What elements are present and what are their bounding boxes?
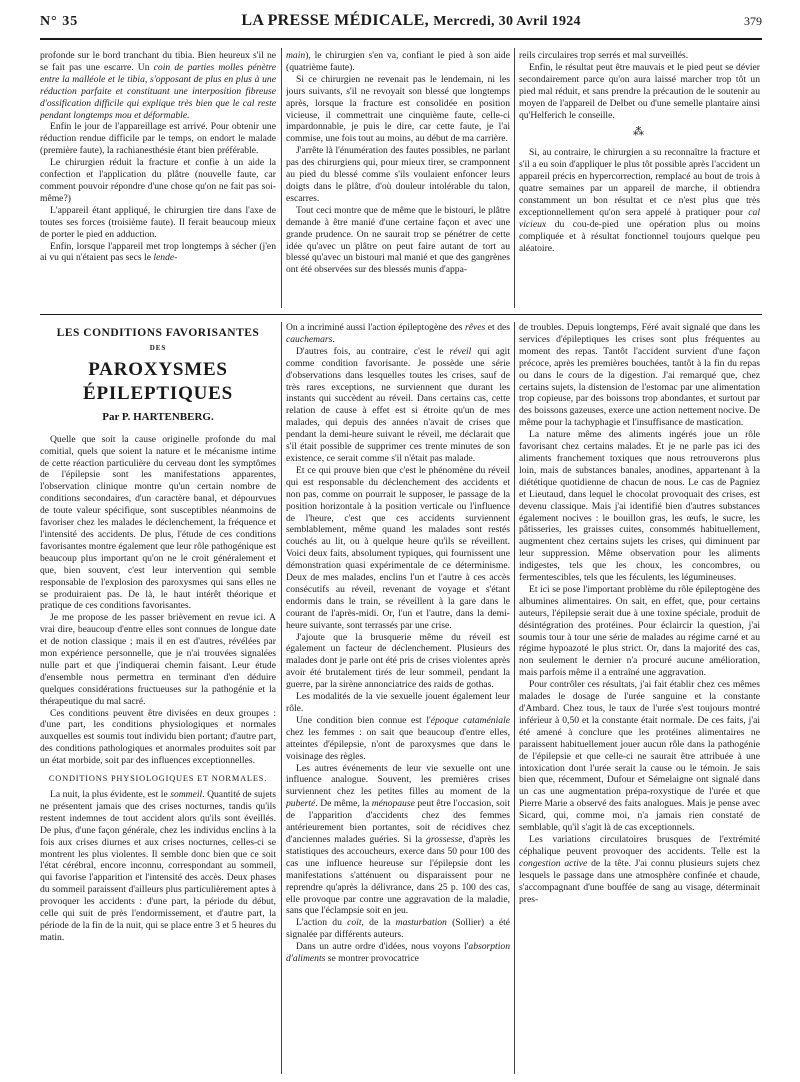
journal-name: LA PRESSE MÉDICALE,: [241, 12, 429, 29]
italic-text: cal vicieux: [519, 206, 760, 230]
paragraph: J'arrête là l'énumération des fautes possibles, ne parlant pas des chirurgiens qui, pour mieux tirer, se cramponnent au pied du blessé comme s'ils voulaient enfoncer leurs doigts dans le plâtre, d'où douleur intolérable du talon, escarres.: [286, 145, 510, 204]
header-rule: [40, 38, 762, 40]
paragraph: main), le chirurgien s'en va, confiant le pied à son aide (quatrième faute).: [286, 50, 510, 73]
page-number: 379: [744, 14, 762, 28]
paragraph: reils circulaires trop serrés et mal surveillés.: [519, 50, 689, 61]
italic-text: rêves: [465, 322, 486, 333]
column-divider: [281, 48, 282, 308]
paragraph: Le chirurgien réduit la fracture et confie à un aide la confection et l'application du plâtre (nouvelle faute, car comment pouvoir répondre d'une chose qu'on ne fait pas soi-même?): [40, 157, 276, 204]
italic-text: main: [286, 50, 306, 61]
paragraph: L'action du coït, de la masturbation (Sollier) a été signalée par différents auteurs.: [286, 917, 510, 941]
column-divider: [514, 48, 515, 308]
paragraph: Enfin, lorsque l'appareil met trop longtemps à sécher (j'en ai vu qui n'étaient pas secs le lende-: [40, 240, 276, 264]
issue-date: Mercredi, 30 Avril 1924: [433, 14, 581, 29]
italic-text: coït: [347, 917, 362, 929]
article-super-title: LES CONDITIONS FAVORISANTES: [56, 327, 260, 339]
italic-text: congestion active: [519, 857, 588, 869]
article-title-des: DES: [149, 343, 167, 352]
paragraph: L'appareil étant appliqué, le chirurgien tire dans l'axe de toutes ses forces (troisième faute). Il ferait beaucoup mieux de porter le pied en adduction.: [40, 204, 276, 240]
article-author: Par P. HARTENBERG.: [102, 410, 214, 423]
paragraph: Les variations circulatoires brusques de l'extrémité céphalique peuvent provoquer des accidents. Telle est la congestion active de la tête. J'ai connu plusieurs sujets chez lesquels le passage dans une atmosphère confinée et chaude, s'accompagnant d'une bouffée de sang au visage, déterminait pres-: [519, 833, 760, 905]
top-column-2: [286, 50, 510, 308]
italic-text: cauchemars: [286, 333, 333, 345]
italic-text: époque cataméniale: [430, 714, 510, 726]
article-section-text: [40, 789, 276, 944]
page-header: [40, 12, 762, 34]
paragraph: Et ce qui prouve bien que c'est le phénomène du réveil qui est responsable du déclenchement des accidents et non pas, comme on pourrait le supposer, le passage de la position horizontale à la position verticale ou l'influence de l'heure, c'est que ces accidents surviennent semblablement, même quand les malades sont restés couchés au lit, ou à quelque heure qu'ils se réveillent. Voici deux faits, absolument typiques, qui fournissent une démonstration quasi expérimentale de ce déterminisme. Deux de mes malades, enclins l'un et l'autre à ces accès consécutifs au réveil, revenant de voyage et s'étant endormis dans le train, se réveillent à la gare dans le courant de l'après-midi. Or, l'un et l'autre, dans la demi-heure suivante, sont terrassés par une crise.: [286, 464, 510, 631]
italic-text: puberté: [286, 798, 316, 810]
paragraph: D'autres fois, au contraire, c'est le réveil qui agit comme condition favorisante. Je possède une série d'observations dans lesquelles toutes les crises, sauf de très rares exceptions, ne surviennent que durant les instants qui succèdent au réveil. Dans certains cas, cette relation de cause à effet est si étroite qu'un de mes malades, qui depuis des années n'avait de crises que pendant la demi-heure suivant le réveil, me déclarait que s'il était possible de supprimer ces trente minutes de son existence, ce serait comme s'il n'était pas malade.: [286, 345, 510, 464]
top-column-1: [40, 50, 276, 308]
italic-text: coin de parties molles pénètre entre la malléole et le tibia, s'opposant de plus en plus à une réduction parfaite et constituant une interposition fibreuse d'ossification difficile qui explique très bien que le cal reste pendant longtemps mou et déformable.: [40, 61, 276, 121]
article-intro: [40, 434, 276, 767]
paragraph: Pour contrôler ces résultats, j'ai fait établir chez ces mêmes malades le dosage de l'urée sanguine et la constante d'Ambard. Chez tous, le taux de l'urée s'est toujours montré inférieur à 0,50 et la constante était normale. De ces faits, j'ai été amené à conclure que les protéines alimentaires ne paraissent habituellement jouer aucun rôle dans la pathogénie de l'épilepsie et que celle-ci ne saurait être attribuée à une intoxication dont l'urée serait la cause ou le témoin. Je sais bien que, récemment, Dufour et Sémelaigne ont signalé dans un cas une augmentation prépa-roxystique de l'urée et que Pierre Marie a observé des faits analogues. Mais je pense avec Sicard, qui, comme moi, n'a jamais rien constaté de semblable, qu'il s'agit là de cas exceptionnels.: [519, 679, 760, 834]
column-divider: [514, 322, 515, 1074]
paragraph: Tout ceci montre que de même que le bistouri, le plâtre demande à être manié d'une certaine façon et avec une grande prudence. On ne saurait trop se pénétrer de cette idée qu'avec un plâtre on peut faire autant de tort au blessé qu'avec un bistouri mal manié et que des gangrènes ont été observées sur des blessés munis d'appa-: [286, 204, 510, 276]
section-separator-stars: ⁂: [633, 126, 646, 139]
section-rule: [40, 314, 762, 315]
paragraph: de troubles. Depuis longtemps, Féré avait signalé que dans les services d'épileptiques les crises sont plus fréquentes au moment des repas. Tantôt l'accident survient d'une façon précoce, après les premières bouchées, tantôt à la fin du repas ou dans le cours de la digestion. J'ai remarqué que, chez certains sujets, la distension de l'estomac par une alimentation trop copieuse, par des boissons trop abondantes, et surtout par des boissons gazeuses, exerce une action nettement nocive. De même pour la tachyphagie et l'insuffisance de mastication.: [519, 322, 760, 429]
article-column-3: [519, 322, 760, 1074]
issue-number: N° 35: [40, 14, 79, 29]
paragraph: Une condition bien connue est l'époque cataméniale chez les femmes : on sait que beaucoup d'entre elles, atteintes d'épilepsie, n'ont de paroxysmes que dans le voisinage des règles.: [286, 714, 510, 762]
paragraph: Et ici se pose l'important problème du rôle épileptogène des albumines alimentaires. On sait, en effet, que, pour certains auteurs, l'épilepsie serait due à une toxine spéciale, produit de désintégration des protéines. Pour éclaircir la question, j'ai soumis tour à tour une série de malades au régime carné et au régime hypoazoté le plus strict. Or, dans la majorité des cas, non seulement le dernier n'a procuré aucune amélioration, mais parfois même il a entraîné une aggravation.: [519, 583, 760, 679]
article-column-2: [286, 322, 510, 1074]
paragraph: Si, au contraire, le chirurgien a su reconnaître la fracture et s'il a eu soin d'appliquer le plus tôt possible après l'accident un appareil précis en hypercorrection, remplacé au bout de trois à quatre semaines par un appareil de marche, il obtiendra constamment un bon résultat et ce n'est plus que très exceptionnellement qu'on sera appelé à pratiquer pour cal vicieux du cou-de-pied une opération plus ou moins compliquée et à résultat fonctionnel toujours quelque peu aléatoire.: [519, 147, 760, 254]
italic-text: sommeil: [170, 789, 203, 800]
italic-text: masturbation: [395, 917, 447, 929]
paragraph: Quelle que soit la cause originelle profonde du mal comitial, quels que soient la nature et le mécanisme intime de cette réaction particulière du cerveau dont les symptômes de l'épilepsie sont les manifestations apparentes, l'observation clinique montre qu'un certain nombre de conditions secondaires, d'un caractère banal, et dépourvues de toute valeur spécifique, sont susceptibles néanmoins de favoriser chez les malades le déclenchement, la fréquence et l'intensité des accidents. De plus, l'étude de ces conditions favorisantes montre également que leur rôle pathogénique est beaucoup plus important qu'on ne le croit généralement et que, bien souvent, c'est leur intervention qui semble responsable de l'explosion des paroxysmes qui sans elles ne se produiraient pas. De là, le haut intérêt théorique et pratique de ces conditions favorisantes.: [40, 433, 276, 612]
section-subheading: CONDITIONS PHYSIOLOGIQUES ET NORMALES.: [48, 774, 268, 784]
italic-text: ménopause: [371, 798, 415, 810]
paragraph: On a incriminé aussi l'action épileptogène des rêves et des cauchemars.: [286, 322, 510, 345]
italic-text: absorption d'aliments: [286, 941, 510, 965]
paragraph: profonde sur le bord tranchant du tibia. Bien heureux s'il ne se fait pas une escarre. Un coin de parties molles pénètre entre la malléole et le tibia, s'opposant de plus en plus à une réduction parfaite et constituant une interposition fibreuse d'ossification difficile qui explique très bien que le cal reste pendant longtemps mou et déformable.: [40, 50, 276, 121]
top-column-3: [519, 50, 760, 308]
article-title-block: [40, 328, 276, 424]
paragraph: Si ce chirurgien ne revenait pas le lendemain, ni les jours suivants, s'il ne revoyait son blessé que longtemps après, lorsque la fracture est consolidée en position vicieuse, il commettrait une cinquième faute, celle-ci impardonnable, je puis le dire, car cette faute, je l'ai commise, une fois tout au moins, au début de ma carrière.: [286, 73, 510, 145]
paragraph: J'ajoute que la brusquerie même du réveil est également un facteur de déclenchement. Plusieurs des malades dont je parle ont été pris de crises violentes après avoir été brutalement tirés de leur sommeil, pendant la guerre, par la sirène annonciatrice des raids de gothas.: [286, 631, 510, 691]
italic-text: lende-: [153, 252, 178, 264]
paragraph: Enfin, le résultat peut être mauvais et le pied peut se dévier secondairement parce qu'on aura laissé marcher trop tôt un pied mal réduit, et sans prendre la précaution de le soutenir au moyen de l'appareil de Delbet ou d'une semelle plantaire ainsi qu'Helferich le conseille.: [519, 61, 760, 121]
paragraph: La nature même des aliments ingérés joue un rôle favorisant chez certains malades. Et je ne parle pas ici des aliments franchement toxiques que nous retrouverons plus loin, mais de substances banales, anodines, appartenant à la diététique quotidienne de chacun de nous. Le cas de Pagniez et Lieutaud, dans lequel le chocolat provoquait des crises, est devenu classique. Mais j'ai identifié bien d'autres substances également nocives : le bouillon gras, les œufs, le sucre, les pâtisseries, les graisses cuites, consommés habituellement, augmentent chez certains sujets les crises, qui diminuent par leur suppression. Même observation pour les aliments indigestes, tels que les choux, les concombres, ou fermentescibles, tels que les féculents, les légumineuses.: [519, 429, 760, 584]
paragraph: La nuit, la plus évidente, est le sommeil. Quantité de sujets ne présentent jamais que des crises nocturnes, tandis qu'ils restent indemnes de tout accident alors qu'ils sont éveillés. De plus, d'une façon générale, chez les individus enclins à la fois aux crises diurnes et aux crises nocturnes, celles-ci se montrent les plus violentes. Il semble donc bien que ce soit l'état cérébral, encore inconnu, correspondant au sommeil, qui favorise l'apparition et l'intensité des accès. Deux phases du sommeil paraissent d'ailleurs plus particulièrement aptes à provoquer les accidents : d'une part, la période du début, celle qui suit de près l'endormissement, et d'autre part, la période de la fin de la nuit, qui se place entre 3 et 5 heures du matin.: [40, 789, 276, 943]
paragraph: Dans un autre ordre d'idées, nous voyons l'absorption d'aliments se montrer provocatrice: [286, 941, 510, 965]
italic-text: réveil: [449, 345, 472, 357]
article-column-1: [40, 322, 276, 1074]
paragraph: Enfin le jour de l'appareillage est arrivé. Pour obtenir une réduction rendue difficile par le temps, on endort le malade (première faute), la rachianesthésie étant bien préférable.: [40, 121, 276, 157]
italic-text: grossesse: [426, 833, 463, 845]
journal-title-line: [241, 12, 581, 30]
paragraph: Les autres événements de leur vie sexuelle ont une influence analogue. Souvent, les premières crises surviennent chez les petites filles au moment de la puberté. De même, la ménopause peut être l'occasion, soit de l'apparition d'accidents chez des femmes antérieurement bien portantes, soit de récidives chez d'anciennes malades guéries. Si la grossesse, d'après les statistiques des accoucheurs, exerce dans 50 pour 100 des cas une influence heureuse sur l'épilepsie dont les manifestations s'atténuent ou disparaissent pour ne reprendre qu'après la délivrance, dans 25 p. 100 des cas, elle provoque par contre une aggravation de la maladie, sans que l'éclampsie soit en jeu.: [286, 762, 510, 917]
column-divider: [281, 322, 282, 1074]
paragraph: Je me propose de les passer brièvement en revue ici. A vrai dire, beaucoup d'entre elles sont connues de longue date et de notion classique ; mais il en est d'autres, révélées par mon expérience personnelle, que je n'ai trouvées signalées nulle part et que j'indiquerai chemin faisant. Leur étude d'ensemble nous permettra en terminant d'en déduire quelques considérations fructueuses sur la pathogénie et la thérapeutique du mal sacré.: [40, 612, 276, 707]
paragraph: Les modalités de la vie sexuelle jouent également leur rôle.: [286, 691, 510, 714]
paragraph: Ces conditions peuvent être divisées en deux groupes : d'une part, les conditions physiologiques et normales auxquelles est soumis tout individu bien portant; d'autre part, des conditions pathologiques et anormales produites soit par un état morbide, soit par des influences exceptionnelles.: [40, 707, 276, 767]
article-main-title: PAROXYSMES ÉPILEPTIQUES: [82, 358, 234, 404]
